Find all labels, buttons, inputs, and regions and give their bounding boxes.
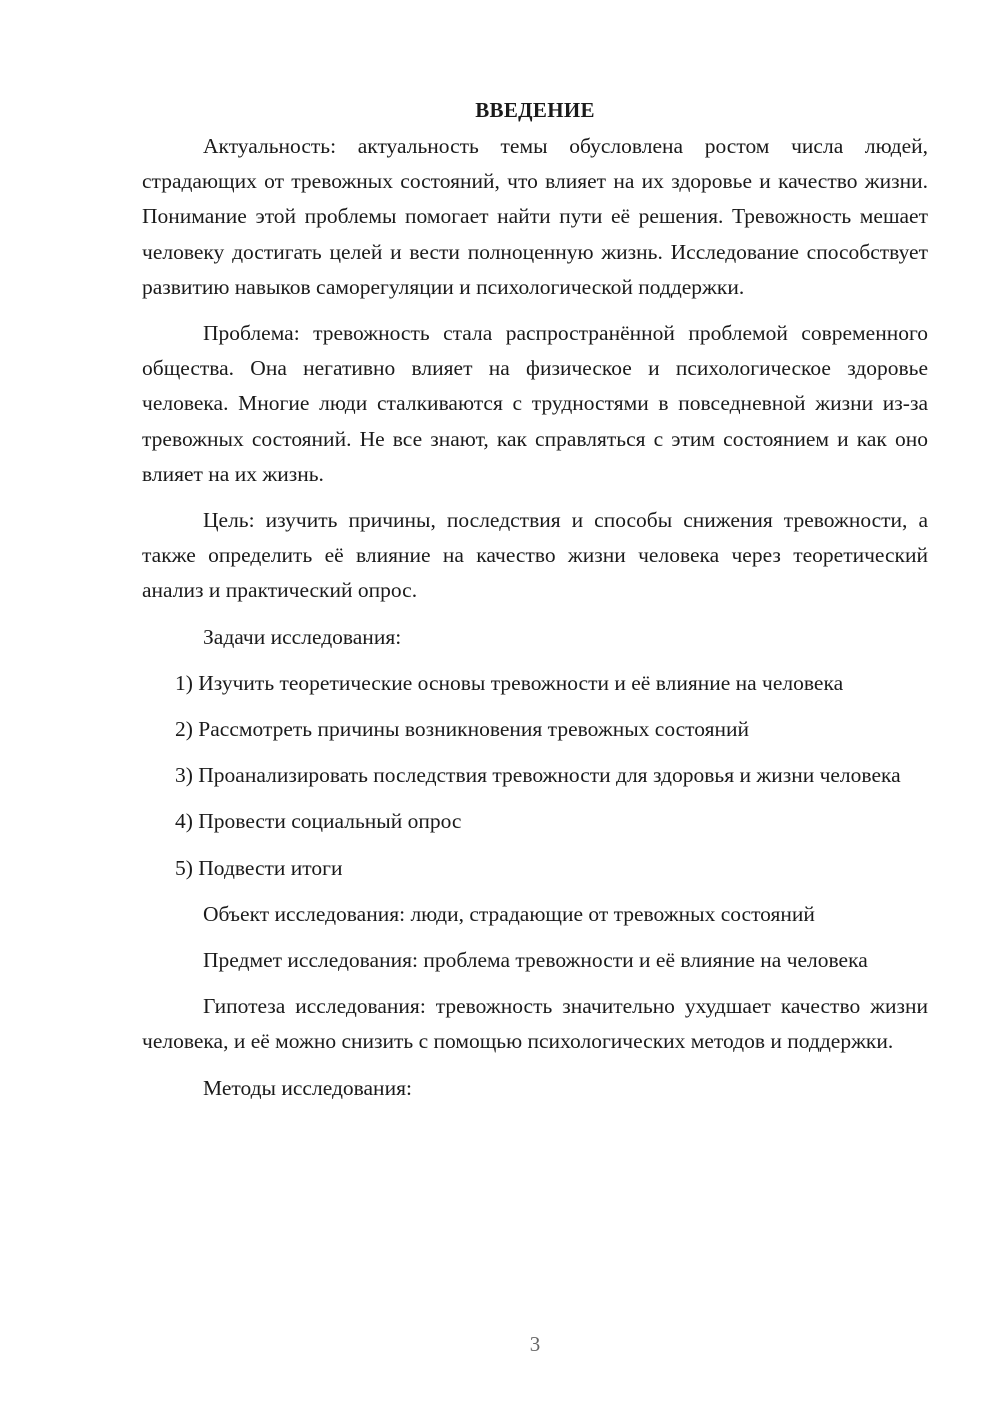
task-item-4: 4) Провести социальный опрос xyxy=(175,809,462,834)
document-page xyxy=(142,93,928,1117)
task-item-5: 5) Подвести итоги xyxy=(175,855,343,880)
paragraph-subject: Предмет исследования: проблема тревожности и её влияние на человека xyxy=(203,948,868,973)
paragraph-object: Объект исследования: люди, страдающие от тревожных состояний xyxy=(203,901,815,926)
paragraph-problem: Проблема: тревожность стала распространённой проблемой современного общества. Она негативно влияет на физическое и психологическое здоровье человека. Многие люди сталкиваются с трудностями в повседневной жизни из-за тревожных состояний. Не все знают, как справляться с этим состоянием и как оно влияет на их жизнь. xyxy=(142,321,928,486)
page-number: 3 xyxy=(529,1332,541,1356)
paragraph-tasks-intro: Задачи исследования: xyxy=(203,624,402,649)
paragraph-relevance: Актуальность: актуальность темы обусловлена ростом числа людей, страдающих от тревожных состояний, что влияет на их здоровье и качество жизни. Понимание этой проблемы помогает найти пути её решения. Тревожность мешает человеку достигать целей и вести полноценную жизнь. Исследование способствует развитию навыков саморегуляции и психологической поддержки. xyxy=(142,134,928,299)
task-item-2: 2) Рассмотреть причины возникновения тревожных состояний xyxy=(175,717,750,742)
section-heading: ВВЕДЕНИЕ xyxy=(475,98,595,122)
task-item-3: 3) Проанализировать последствия тревожности для здоровья и жизни человека xyxy=(175,763,901,788)
paragraph-goal: Цель: изучить причины, последствия и способы снижения тревожности, а также определить её влияние на качество жизни человека через теоретический анализ и практический опрос. xyxy=(142,508,928,603)
task-item-1: 1) Изучить теоретические основы тревожности и её влияние на человека xyxy=(175,670,844,695)
paragraph-hypothesis: Гипотеза исследования: тревожность значительно ухудшает качество жизни человека, и её можно снизить с помощью психологических методов и поддержки. xyxy=(142,994,928,1054)
paragraph-methods: Методы исследования: xyxy=(203,1075,412,1100)
